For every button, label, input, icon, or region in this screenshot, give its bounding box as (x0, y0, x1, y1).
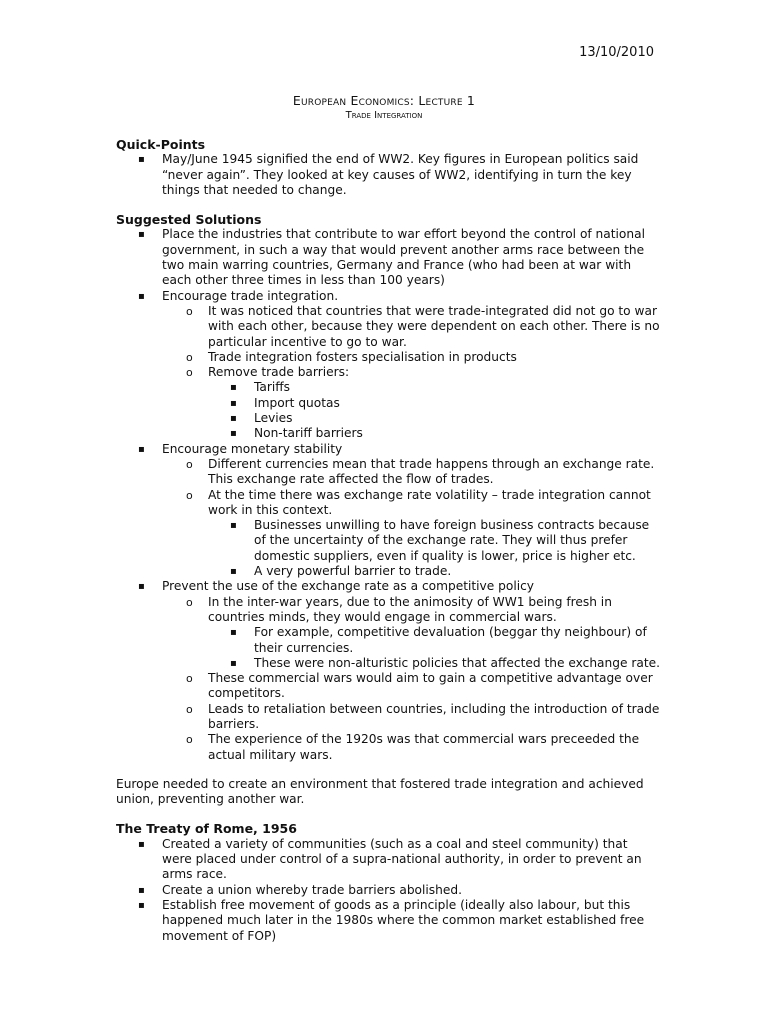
list-item: ▪ Establish free movement of goods as a principle (ideally also labour, but this happened much later in the 1980s where the common market established free movement of FOP) (116, 898, 661, 944)
document-date: 13/10/2010 (579, 45, 654, 60)
list-item (116, 579, 661, 763)
sub-list-item-text: Remove trade barriers: (208, 365, 350, 380)
list-item: ▪ Created a variety of communities (such as a coal and steel community) that were placed under control of a supra-national authority, in order to prevent an arms race. (116, 837, 661, 883)
sub-list-item: o Trade integration fosters specialisation in products (162, 350, 661, 365)
sub-list-item (162, 365, 661, 441)
sub-list-item: o Leads to retaliation between countries, including the introduction of trade barriers. (162, 702, 661, 733)
sub-list-item-text: In the inter-war years, due to the animosity of WW1 being fresh in countries minds, they would engage in commercial wars. (208, 594, 612, 624)
sub-sub-list-item: ▪ A very powerful barrier to trade. (208, 564, 661, 579)
sub-list-item: o These commercial wars would aim to gain a competitive advantage over competitors. (162, 671, 661, 702)
trade-barriers-list (208, 380, 661, 441)
sub-list (162, 595, 661, 763)
sub-sub-list (208, 518, 661, 579)
list-item-text: Encourage trade integration. (162, 288, 339, 303)
list-item: ▪ Place the industries that contribute to war effort beyond the control of national government, in such a way that would prevent another arms race between the two main warring countries, Germany and France (who had been at war with each other three times in less than 100 years) (116, 227, 661, 288)
list-item: ▪ Create a union whereby trade barriers abolished. (116, 883, 661, 898)
sub-sub-list-item: ▪ Tariffs (208, 380, 661, 395)
quick-points-heading: Quick-Points (116, 137, 206, 152)
sub-list (162, 457, 661, 579)
list-item-text: Encourage monetary stability (162, 441, 343, 456)
sub-list-item: o It was noticed that countries that were trade-integrated did not go to war with each other, because they were dependent on each other. There is no particular incentive to go to war. (162, 304, 661, 350)
sub-list (162, 304, 661, 442)
treaty-heading: The Treaty of Rome, 1956 (116, 821, 297, 837)
document-subtitle: Trade Integration (345, 110, 423, 121)
sub-list-item: o Different currencies mean that trade happens through an exchange rate. This exchange rate affected the flow of trades. (162, 457, 661, 488)
quick-points-list (116, 152, 661, 198)
solutions-list (116, 227, 661, 762)
document-body (116, 137, 661, 944)
list-item (116, 442, 661, 580)
summary-paragraph: Europe needed to create an environment that fostered trade integration and achieved union, preventing another war. (116, 776, 644, 807)
sub-sub-list-item: ▪ Businesses unwilling to have foreign business contracts because of the uncertainty of the exchange rate. They will thus prefer domestic suppliers, even if quality is lower, price is higher etc. (208, 518, 661, 564)
sub-sub-list (208, 625, 661, 671)
sub-list-item (162, 595, 661, 671)
sub-sub-list-item: ▪ For example, competitive devaluation (beggar thy neighbour) of their currencies. (208, 625, 661, 656)
list-item: ▪ May/June 1945 signified the end of WW2. Key figures in European politics said “never again”. They looked at key causes of WW2, identifying in turn the key things that needed to change. (116, 152, 661, 198)
sub-list-item-text: At the time there was exchange rate volatility – trade integration cannot work in this context. (208, 487, 651, 517)
sub-sub-list-item: ▪ Non-tariff barriers (208, 426, 661, 441)
suggested-solutions-heading: Suggested Solutions (116, 212, 262, 228)
sub-sub-list-item: ▪ These were non-alturistic policies that affected the exchange rate. (208, 656, 661, 671)
sub-list-item: o The experience of the 1920s was that commercial wars preceeded the actual military wars. (162, 732, 661, 763)
sub-sub-list-item: ▪ Import quotas (208, 396, 661, 411)
sub-list-item (162, 488, 661, 580)
treaty-list (116, 837, 661, 944)
list-item-text: Prevent the use of the exchange rate as a competitive policy (162, 579, 535, 594)
document-title: European Economics: Lecture 1 (292, 93, 476, 108)
list-item (116, 289, 661, 442)
sub-sub-list-item: ▪ Levies (208, 411, 661, 426)
